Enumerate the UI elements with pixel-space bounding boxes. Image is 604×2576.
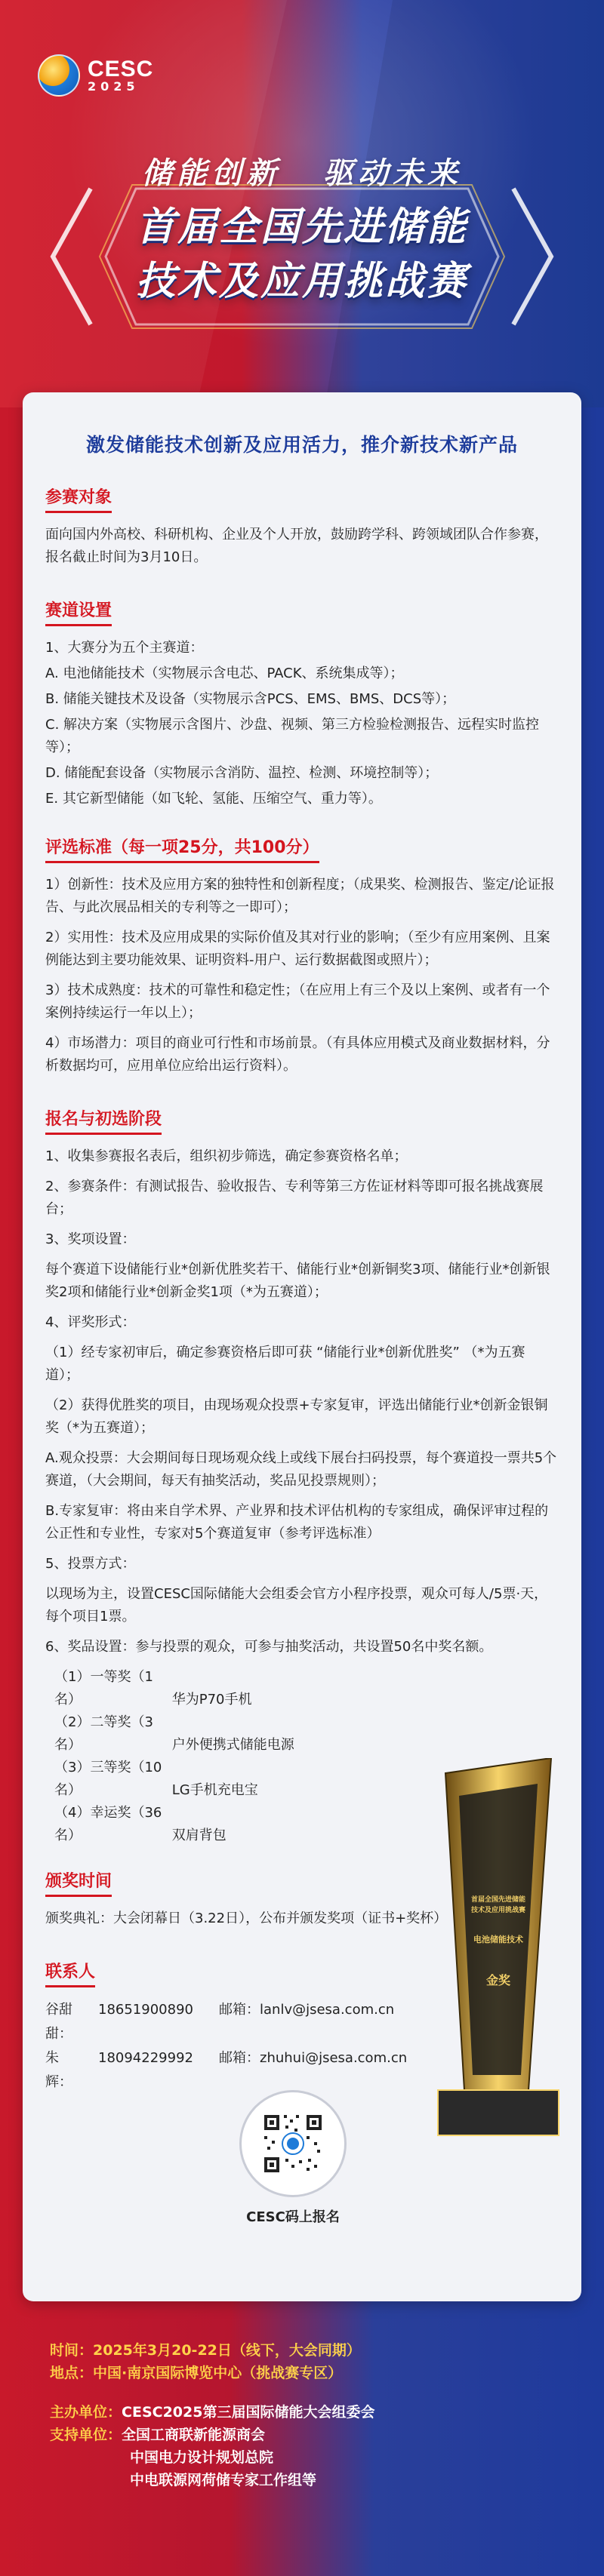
track-item: A. 电池储能技术（实物展示含电芯、PACK、系统集成等）； [45,666,404,681]
track-item: C. 解决方案（实物展示含图片、沙盘、视频、第三方检验检测报告、远程实时监控等）； [45,717,540,755]
trophy-icon [423,1758,566,2332]
support-org-2: 中国电力设计规划总院 [130,2449,274,2466]
host-value: CESC2025第三届国际储能大会组委会 [122,2404,375,2421]
support-org [50,2424,563,2446]
contact-name: 谷甜甜： [45,2002,72,2042]
hero-banner [0,0,604,407]
main-title-line-1: 首届全国先进储能 [135,204,468,250]
participants-text: 面向国内外高校、科研机构、企业及个人开放，鼓励跨学科、跨领域团队合作参赛，报名截止时间为3月10日。 [45,527,548,565]
prize-rank: （4）幸运奖（36名） [54,1805,162,1843]
registration-item: 6、奖品设置：参与投票的观众，可参与抽奖活动，共设置50名中奖名额。 [45,1639,493,1655]
prize-item: 双肩背包 [171,1827,226,1843]
support-label: 支持单位： [50,2427,122,2443]
track-item: D. 储能配套设备（实物展示含消防、温控、检测、环境控制等）； [45,765,439,781]
prize-rank: （3）三等奖（10名） [54,1760,162,1798]
registration-item: 每个赛道下设储能行业*创新优胜奖若干、储能行业*创新铜奖3项、储能行业*创新银奖2项和储能行业*创新金奖1项（*为五赛道）； [45,1262,550,1300]
criteria-item: 2）实用性：技术及应用成果的实际价值及其对行业的影响；（至少有应用案例、且案例能达到主要功能效果、证明资料-用户、运行数据截图或照片）； [45,930,550,968]
registration-item: 4、评奖形式： [45,1314,136,1330]
event-time [50,2339,563,2362]
prize-rank: （1）一等奖（1名） [54,1669,153,1708]
section-title-contact: 联系人 [45,1959,95,1987]
slogan-part-2: 驱动未来 [322,155,462,191]
section-title-participants: 参赛对象 [45,484,112,513]
contact-email-label: 邮箱： [219,2002,260,2018]
logo-name: CESC [88,57,154,81]
contact-phone[interactable]: 18094229992 [98,2050,193,2066]
contact-phone[interactable]: 18651900890 [98,2002,193,2018]
contact-email[interactable]: zhuhui@jsesa.com.cn [260,2050,408,2066]
time-value: 2025年3月20-22日（线下，大会同期） [93,2342,361,2359]
prize-row [45,1711,559,1757]
track-item: E. 其它新型储能（如飞轮、氢能、压缩空气、重力等）。 [45,791,382,807]
headline: 激发储能技术创新及应用活力，推介新技术新产品 [85,434,518,456]
registration-item: 以现场为主，设置CESC国际储能大会组委会官方小程序投票，观众可每人/5票·天，每个项目1票。 [45,1586,548,1625]
place-label: 地点： [50,2365,94,2381]
registration-item: A.观众投票：大会期间每日现场观众线上或线下展台扫码投票，每个赛道投一票共5个赛道，（大会期间，每天有抽奖活动，奖品见投票规则）； [45,1450,557,1489]
trophy-line-2: 技术及应用挑战赛 [470,1907,526,1914]
contact-email[interactable]: lanlv@jsesa.com.cn [260,2002,395,2018]
registration-item: B.专家复审：将由来自学术界、产业界和技术评估机构的专家组成，确保评审过程的公正性和专业性，专家对5个赛道复审（参考评选标准） [45,1503,549,1542]
trophy-line-3: 电池储能技术 [473,1935,523,1944]
globe-logo-icon [38,54,80,97]
registration-item: （1）经专家初审后，确定参赛资格后即可获 “储能行业*创新优胜奖” （*为五赛道）； [45,1345,525,1383]
registration-item: 3、奖项设置： [45,1231,136,1247]
section-title-awards: 颁奖时间 [45,1868,112,1897]
trophy-line-1: 首届全国先进储能 [470,1896,526,1904]
prize-item: LG手机充电宝 [171,1782,258,1798]
support-org-3: 中电联源网荷储专家工作组等 [130,2472,317,2488]
registration-item: 1、收集参赛报名表后，组织初步筛选，确定参赛资格名单； [45,1148,408,1164]
registration-item: （2）获得优胜奖的项目，由现场观众投票+专家复审，评选出储能行业*创新金银铜奖（*为五赛道）； [45,1397,548,1436]
awards-text: 颁奖典礼：大会闭幕日（3.22日），公布并颁发奖项（证书+奖杯） [45,1910,448,1926]
section-title-criteria: 评选标准（每一项25分，共100分） [45,835,319,863]
prize-item: 华为P70手机 [171,1692,252,1708]
event-place [50,2362,563,2384]
registration-qr[interactable] [233,2090,353,2226]
criteria-item: 4）市场潜力：项目的商业可行性和市场前景。（有具体应用模式及商业数据材料，分析数据均可，应用单位应给出运行资料）。 [45,1035,550,1074]
criteria-item: 3）技术成熟度：技术的可靠性和稳定性；（在应用上有三个及以上案例、或者有一个案例持续运行一年以上）； [45,982,550,1021]
contact-name: 朱 辉： [45,2050,72,2090]
time-label: 时间： [50,2342,94,2359]
main-title-line-2: 技术及应用挑战赛 [135,259,468,304]
host-label: 主办单位： [50,2404,122,2421]
host-org [50,2401,563,2424]
slogan-part-1: 储能创新 [142,155,282,191]
prize-rank: （2）二等奖（3名） [54,1714,153,1753]
slogan [0,149,604,192]
section-title-registration: 报名与初选阶段 [45,1106,162,1135]
contact-email-label: 邮箱： [219,2050,260,2066]
trophy-line-4: 金奖 [485,1973,511,1987]
place-value: 中国·南京国际博览中心（挑战赛专区） [93,2365,343,2381]
track-item: B. 储能关键技术及设备（实物展示含PCS、EMS、BMS、DCS等）； [45,691,456,707]
cesc-logo [38,54,153,97]
registration-item: 5、投票方式： [45,1556,136,1572]
criteria-item: 1）创新性：技术及应用方案的独特性和创新程度；（成果奖、检测报告、鉴定/论证报告、与此次展品相关的专利等之一即可）； [45,877,555,915]
support-value: 全国工商联新能源商会 [122,2427,266,2443]
track-item: 1、大赛分为五个主赛道： [45,640,204,656]
prize-row [45,1666,559,1711]
section-title-tracks: 赛道设置 [45,598,112,626]
qr-label: CESC码上报名 [246,2209,340,2225]
qr-code-icon[interactable] [239,2090,347,2197]
prize-item: 户外便携式储能电源 [171,1737,294,1753]
registration-item: 2、参赛条件：有测试报告、验收报告、专利等第三方佐证材料等即可报名挑战赛展台； [45,1179,544,1217]
footer-info [50,2339,563,2491]
logo-year: 2025 [88,79,140,94]
